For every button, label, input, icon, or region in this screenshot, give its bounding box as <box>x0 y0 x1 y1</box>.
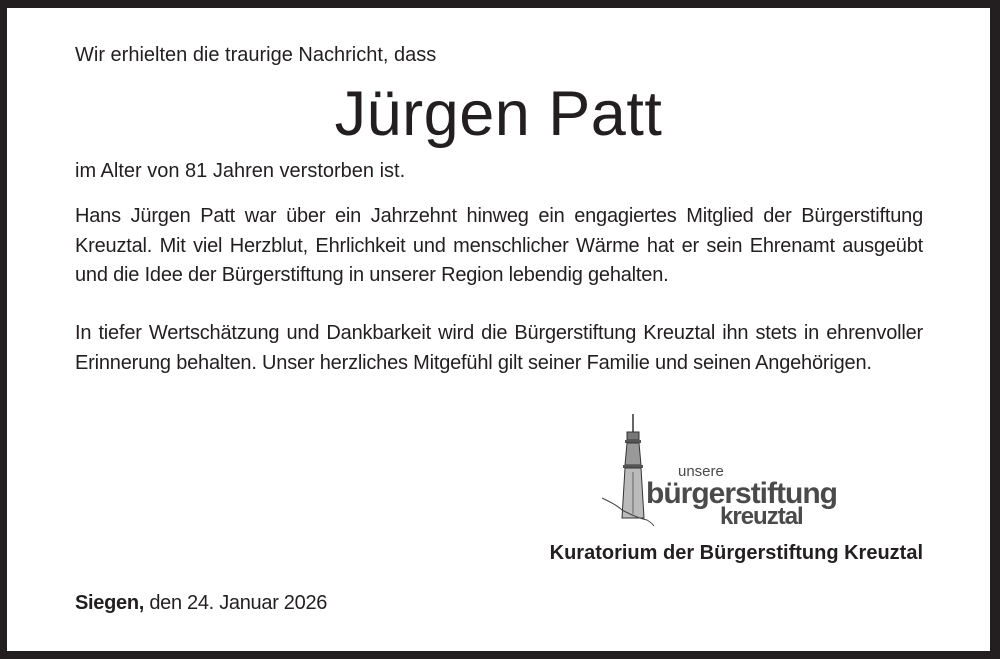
date: den 24. Januar 2026 <box>149 592 328 614</box>
svg-text:unsere: unsere <box>678 463 724 480</box>
signature: Kuratorium der Bürgerstiftung Kreuztal <box>549 542 923 564</box>
svg-text:kreuztal: kreuztal <box>720 503 803 530</box>
deceased-name: Jürgen Patt <box>334 79 663 149</box>
place: Siegen, <box>75 592 145 614</box>
buergerstiftung-logo <box>592 410 842 532</box>
paragraph-tribute: Hans Jürgen Patt war über ein Jahrzehnt hinweg ein engagiertes Mitglied der Bürgerstiftung Kreuztal. Mit viel Herzblut, Ehrlichkeit und menschlicher Wärme hat er sein Ehrenamt ausgeübt und die Idee der Bürgerstiftung in unserer Region lebendig gehalten. <box>75 205 923 286</box>
intro-text: Wir erhielten die traurige Nachricht, dass <box>75 44 437 66</box>
obituary-notice <box>7 8 990 651</box>
place-date <box>75 592 327 615</box>
age-line: im Alter von 81 Jahren verstorben ist. <box>75 160 406 182</box>
paragraph-condolence: In tiefer Wertschätzung und Dankbarkeit wird die Bürgerstiftung Kreuztal ihn stets in ehrenvoller Erinnerung behalten. Unser herzliches Mitgefühl gilt seiner Familie und seinen Angehörigen. <box>75 322 923 374</box>
svg-text:bürgerstiftung: bürgerstiftung <box>646 477 837 510</box>
